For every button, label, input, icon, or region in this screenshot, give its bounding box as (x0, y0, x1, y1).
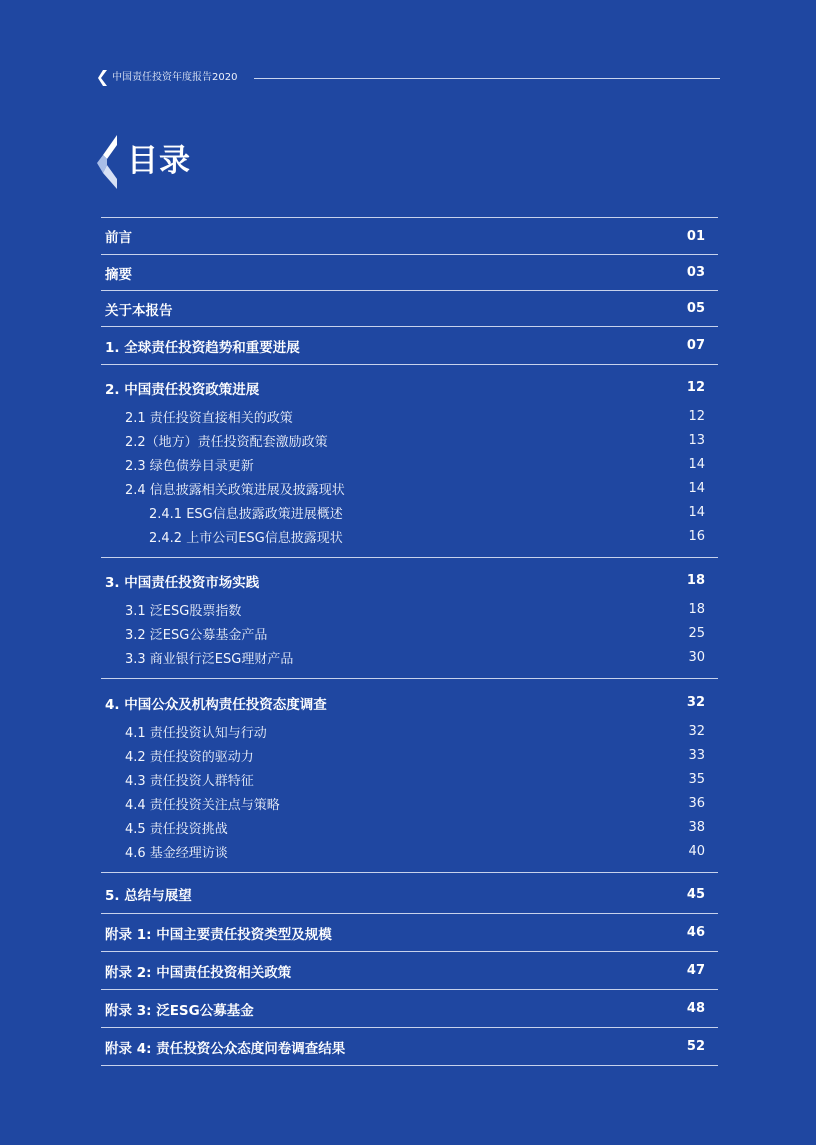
toc-entry-page: 35 (688, 771, 705, 787)
toc-entry-page: 18 (688, 601, 705, 617)
toc-subentry[interactable] (101, 767, 718, 791)
toc-entry-page: 05 (686, 301, 705, 316)
toc-entry-label: 附录 4: 责任投资公众态度问卷调查结果 (105, 1040, 346, 1057)
title-block (97, 135, 297, 189)
toc-entry-label: 4.3 责任投资人群特征 (125, 773, 254, 789)
toc-entry-label: 2.2（地方）责任投资配套激励政策 (125, 434, 328, 450)
toc-subentry[interactable] (101, 597, 718, 621)
header-divider (254, 78, 720, 79)
table-of-contents (101, 217, 718, 1066)
toc-subsubentry[interactable] (101, 524, 718, 548)
toc-subentry[interactable] (101, 743, 718, 767)
toc-entry-appendix-1[interactable] (101, 914, 718, 951)
toc-entry-page: 36 (688, 795, 705, 811)
toc-entry-page: 47 (686, 963, 705, 978)
toc-entry-chapter-3[interactable] (101, 558, 718, 597)
toc-entry-page: 38 (688, 819, 705, 835)
toc-entry-page: 14 (688, 456, 705, 472)
toc-entry-page: 40 (688, 843, 705, 859)
toc-entry-preface[interactable] (101, 218, 718, 254)
toc-entry-label: 前言 (105, 230, 132, 246)
toc-entry-page: 32 (688, 723, 705, 739)
toc-entry-page: 14 (688, 504, 705, 520)
toc-entry-page: 46 (686, 925, 705, 940)
toc-entry-appendix-3[interactable] (101, 990, 718, 1027)
toc-entry-page: 18 (686, 573, 705, 588)
toc-entry-page: 03 (686, 265, 705, 280)
toc-entry-label: 4.1 责任投资认知与行动 (125, 725, 267, 741)
toc-entry-label: 2.4.2 上市公司ESG信息披露现状 (149, 530, 343, 546)
toc-entry-about[interactable] (101, 291, 718, 326)
toc-entry-label: 附录 2: 中国责任投资相关政策 (105, 964, 292, 981)
toc-entry-label: 2.1 责任投资直接相关的政策 (125, 410, 293, 426)
toc-entry-label: 1. 全球责任投资趋势和重要进展 (105, 339, 300, 356)
toc-entry-label: 3.3 商业银行泛ESG理财产品 (125, 651, 294, 667)
toc-entry-label: 附录 3: 泛ESG公募基金 (105, 1002, 254, 1019)
toc-entry-label: 2. 中国责任投资政策进展 (105, 381, 260, 398)
toc-entry-label: 5. 总结与展望 (105, 888, 192, 904)
toc-entry-chapter-4[interactable] (101, 679, 718, 719)
toc-entry-label: 4. 中国公众及机构责任投资态度调查 (105, 696, 327, 713)
toc-entry-appendix-2[interactable] (101, 952, 718, 989)
toc-entry-page: 32 (686, 695, 705, 710)
toc-entry-label: 附录 1: 中国主要责任投资类型及规模 (105, 926, 332, 943)
toc-entry-page: 45 (686, 886, 705, 902)
toc-entry-label: 4.5 责任投资挑战 (125, 821, 228, 837)
toc-entry-label: 关于本报告 (105, 302, 173, 319)
toc-subentry[interactable] (101, 621, 718, 645)
toc-entry-label: 3.1 泛ESG股票指数 (125, 603, 242, 619)
toc-subentry[interactable] (101, 404, 718, 428)
toc-entry-appendix-4[interactable] (101, 1028, 718, 1065)
toc-subentry[interactable] (101, 791, 718, 815)
toc-entry-label: 3. 中国责任投资市场实践 (105, 574, 260, 591)
toc-entry-chapter-2[interactable] (101, 365, 718, 404)
divider (101, 1065, 718, 1066)
toc-entry-chapter-5[interactable] (101, 873, 718, 913)
report-title: 中国责任投资年度报告2020 (112, 72, 238, 83)
toc-entry-page: 25 (688, 625, 705, 641)
toc-subentry[interactable] (101, 452, 718, 476)
toc-entry-chapter-1[interactable] (101, 327, 718, 364)
toc-entry-page: 13 (688, 432, 705, 448)
toc-subsubentry[interactable] (101, 500, 718, 524)
toc-entry-label: 2.3 绿色债券目录更新 (125, 458, 254, 474)
toc-entry-abstract[interactable] (101, 255, 718, 290)
toc-entry-label: 3.2 泛ESG公募基金产品 (125, 627, 268, 643)
page-title: 目录 (127, 143, 191, 179)
toc-entry-page: 01 (686, 228, 705, 244)
toc-subentry[interactable] (101, 815, 718, 839)
toc-entry-label: 4.4 责任投资关注点与策略 (125, 797, 280, 813)
toc-entry-page: 12 (688, 408, 705, 424)
toc-entry-label: 4.6 基金经理访谈 (125, 845, 228, 861)
toc-entry-page: 48 (686, 1001, 705, 1016)
toc-entry-page: 30 (688, 649, 705, 665)
toc-entry-page: 12 (686, 380, 705, 395)
toc-subentry[interactable] (101, 476, 718, 500)
running-header (98, 70, 720, 86)
toc-entry-page: 52 (686, 1039, 705, 1054)
toc-entry-page: 16 (688, 528, 705, 544)
toc-subentry[interactable] (101, 428, 718, 452)
toc-entry-page: 07 (686, 338, 705, 353)
toc-subentry[interactable] (101, 645, 718, 669)
toc-entry-label: 2.4 信息披露相关政策进展及披露现状 (125, 482, 345, 498)
chevron-left-icon (98, 70, 107, 86)
toc-entry-label: 摘要 (105, 266, 132, 283)
toc-entry-label: 2.4.1 ESG信息披露政策进展概述 (149, 506, 343, 522)
chevron-logo-icon (97, 135, 119, 189)
toc-subentry[interactable] (101, 719, 718, 743)
toc-subentry[interactable] (101, 839, 718, 863)
toc-entry-page: 33 (688, 747, 705, 763)
toc-entry-label: 4.2 责任投资的驱动力 (125, 749, 254, 765)
toc-entry-page: 14 (688, 480, 705, 496)
